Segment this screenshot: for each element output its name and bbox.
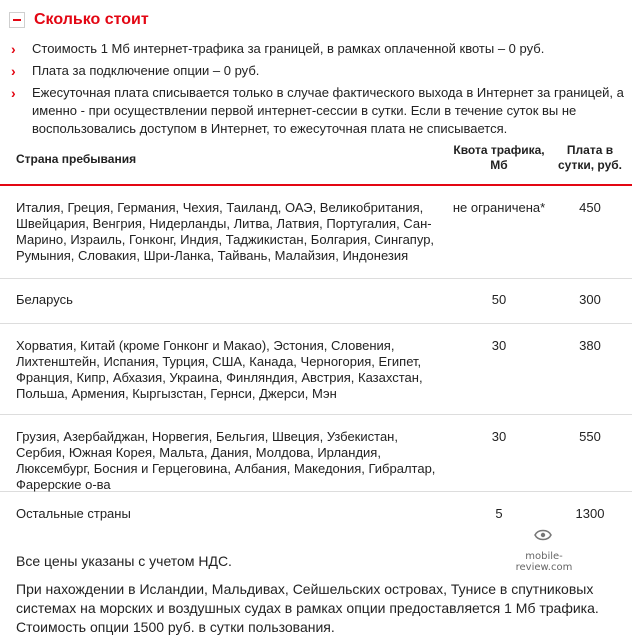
chevron-right-icon: › [11,63,16,79]
cell-quota: 30 [491,338,507,353]
chevron-right-icon: › [11,41,16,57]
cell-quota: 30 [491,429,507,444]
cell-quota: 50 [491,292,507,307]
cell-countries: Остальные страны [16,506,131,521]
section-header [9,9,149,31]
cell-countries: Италия, Греция, Германия, Чехия, Таиланд, ОАЭ, Великобритания, Швейцария, Венгрия, Нидерланды, Литва, Латвия, Португалия, Сан-Марино, Израиль, Гонконг, Индия, Таджикистан, Болгария, Сингапур, Румыния, Словакия, Шри-Ланка, Тайвань, Малайзия, Индонезия [16,200,435,263]
bullet-text: Ежесуточная плата списывается только в случае фактического выхода в Интернет за границей, а именно - при осуществлении первой интернет-сессии в сутки. Если в течение суток вы не воспользовались доступом в Интернет, то ежесуточная плата не списывается. [32,85,624,136]
cell-fee: 1300 [575,506,605,521]
bullet-item [10,62,632,80]
phone-logo-icon [532,527,554,543]
vat-note: Все цены указаны с учетом НДС. [16,553,232,569]
cell-quota: не ограничена* [452,200,546,215]
header-country: Страна пребывания [16,152,137,166]
collapse-button[interactable] [9,12,25,28]
cell-quota: 5 [495,506,503,521]
header-fee: Плата в сутки, руб. [557,143,622,172]
cell-countries: Грузия, Азербайджан, Норвегия, Бельгия, Швеция, Узбекистан, Сербия, Южная Корея, Мальта, Дания, Молдова, Ирландия, Люксембург, Босния и Герцеговина, Албания, Македония, Гибралтар, Фарерские о-ва [16,429,436,492]
header-quota: Квота трафика, Мб [453,143,545,172]
table-row [0,415,632,492]
chevron-right-icon: › [11,85,16,101]
table-row [0,324,632,415]
bullet-item [10,84,632,138]
cell-fee: 450 [579,200,601,215]
cell-countries: Хорватия, Китай (кроме Гонконг и Макао), Эстония, Словения, Лихтенштейн, Испания, Турция, США, Канада, Черногория, Египет, Франция, Кипр, Абхазия, Украина, Финляндия, Австрия, Казахстан, Польша, Армения, Кыргызстан, Гернси, Джерси, Мэн [16,338,423,401]
cell-fee: 300 [579,292,601,307]
section-title: Сколько стоит [34,11,149,28]
table-row [0,279,632,324]
bullet-text: Стоимость 1 Мб интернет-трафика за границей, в рамках оплаченной квоты – 0 руб. [32,41,545,56]
minus-icon [13,19,21,21]
bullet-text: Плата за подключение опции – 0 руб. [32,63,260,78]
cell-countries: Беларусь [16,292,73,307]
cell-fee: 380 [579,338,601,353]
table-row [0,186,632,279]
table-header [0,138,632,186]
islands-note: При нахождении в Исландии, Мальдивах, Сейшельских островах, Тунисе в спутниковых системах на морских и воздушных судах в рамках опции предоставляется 1 Мб трафика. Стоимость опции 1500 руб. в сутки пользования. [16,581,599,635]
bullet-item [10,40,632,58]
watermark-text: mobile-review.com [515,551,573,573]
info-bullet-list [10,40,632,142]
cell-fee: 550 [579,429,601,444]
